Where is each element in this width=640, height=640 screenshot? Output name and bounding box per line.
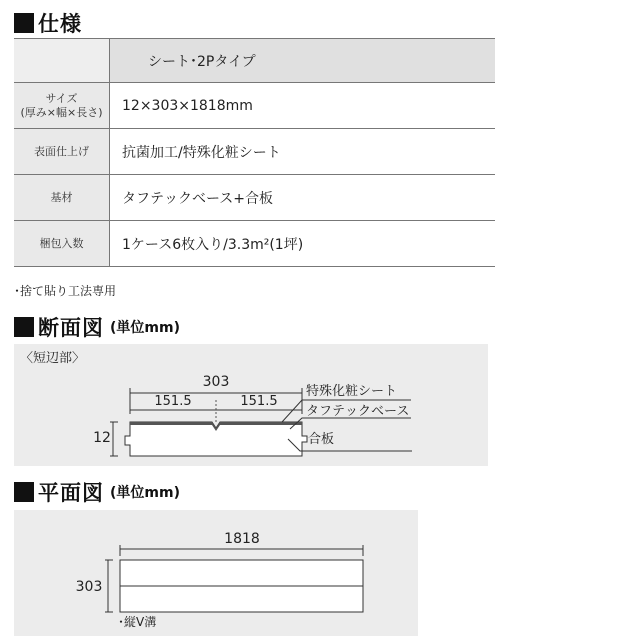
- spec-label-size: [14, 83, 110, 129]
- plan-heading-text: 平面図: [38, 481, 104, 505]
- spec-row-base: [14, 175, 495, 221]
- dim-width-label: 303: [75, 579, 103, 595]
- spec-label-size-line1: サイズ: [45, 91, 78, 105]
- section-heading-text: 断面図: [38, 316, 104, 340]
- spec-header-row: [14, 39, 495, 83]
- section-heading: [14, 312, 180, 342]
- dim-total-label: 303: [202, 374, 230, 390]
- spec-header-value: シート･2Pタイプ: [110, 39, 496, 83]
- leader-base: [290, 418, 411, 429]
- spec-table: [14, 38, 495, 267]
- layer-bottom-label: 合板: [308, 432, 335, 447]
- spec-heading-text: 仕様: [38, 12, 82, 36]
- spec-label-packing: 梱包入数: [14, 221, 110, 267]
- plan-heading: [14, 477, 180, 507]
- spec-heading: [14, 8, 82, 38]
- section-diagram: [14, 344, 488, 466]
- dim-right-label: 151.5: [240, 394, 278, 409]
- section-diagram-panel: [14, 344, 488, 466]
- spec-value-size: 12×303×1818mm: [110, 83, 496, 129]
- plan-heading-unit: (単位mm): [110, 485, 180, 501]
- plan-diagram: [14, 510, 418, 636]
- section-heading-unit: (単位mm): [110, 320, 180, 336]
- dim-thickness-label: 12: [93, 430, 111, 446]
- plan-diagram-panel: [14, 510, 418, 636]
- spec-value-base: タフテックベース+合板: [110, 175, 496, 221]
- board-cross-section: [125, 422, 307, 456]
- square-bullet-icon: [14, 482, 34, 502]
- spec-value-packing: 1ケース6枚入り/3.3m²(1坪): [110, 221, 496, 267]
- layer-top-label: 特殊化粧シート: [306, 384, 398, 399]
- dim-left-label: 151.5: [154, 394, 192, 409]
- spec-label-base: 基材: [14, 175, 110, 221]
- groove-note: ･縦V溝: [118, 615, 157, 629]
- square-bullet-icon: [14, 317, 34, 337]
- section-subtitle: 〈短辺部〉: [20, 351, 86, 366]
- spec-row-size: [14, 83, 495, 129]
- spec-note: ･捨て貼り工法専用: [14, 284, 117, 298]
- spec-value-surface: 抗菌加工/特殊化粧シート: [110, 129, 496, 175]
- spec-label-surface: 表面仕上げ: [14, 129, 110, 175]
- spec-row-surface: [14, 129, 495, 175]
- spec-row-packing: [14, 221, 495, 267]
- square-bullet-icon: [14, 13, 34, 33]
- layer-mid-label: タフテックベース: [306, 404, 410, 419]
- spec-label-size-line2: (厚み×幅×長さ): [20, 105, 103, 119]
- dim-length-label: 1818: [224, 531, 260, 547]
- spec-header-blank: [14, 39, 110, 83]
